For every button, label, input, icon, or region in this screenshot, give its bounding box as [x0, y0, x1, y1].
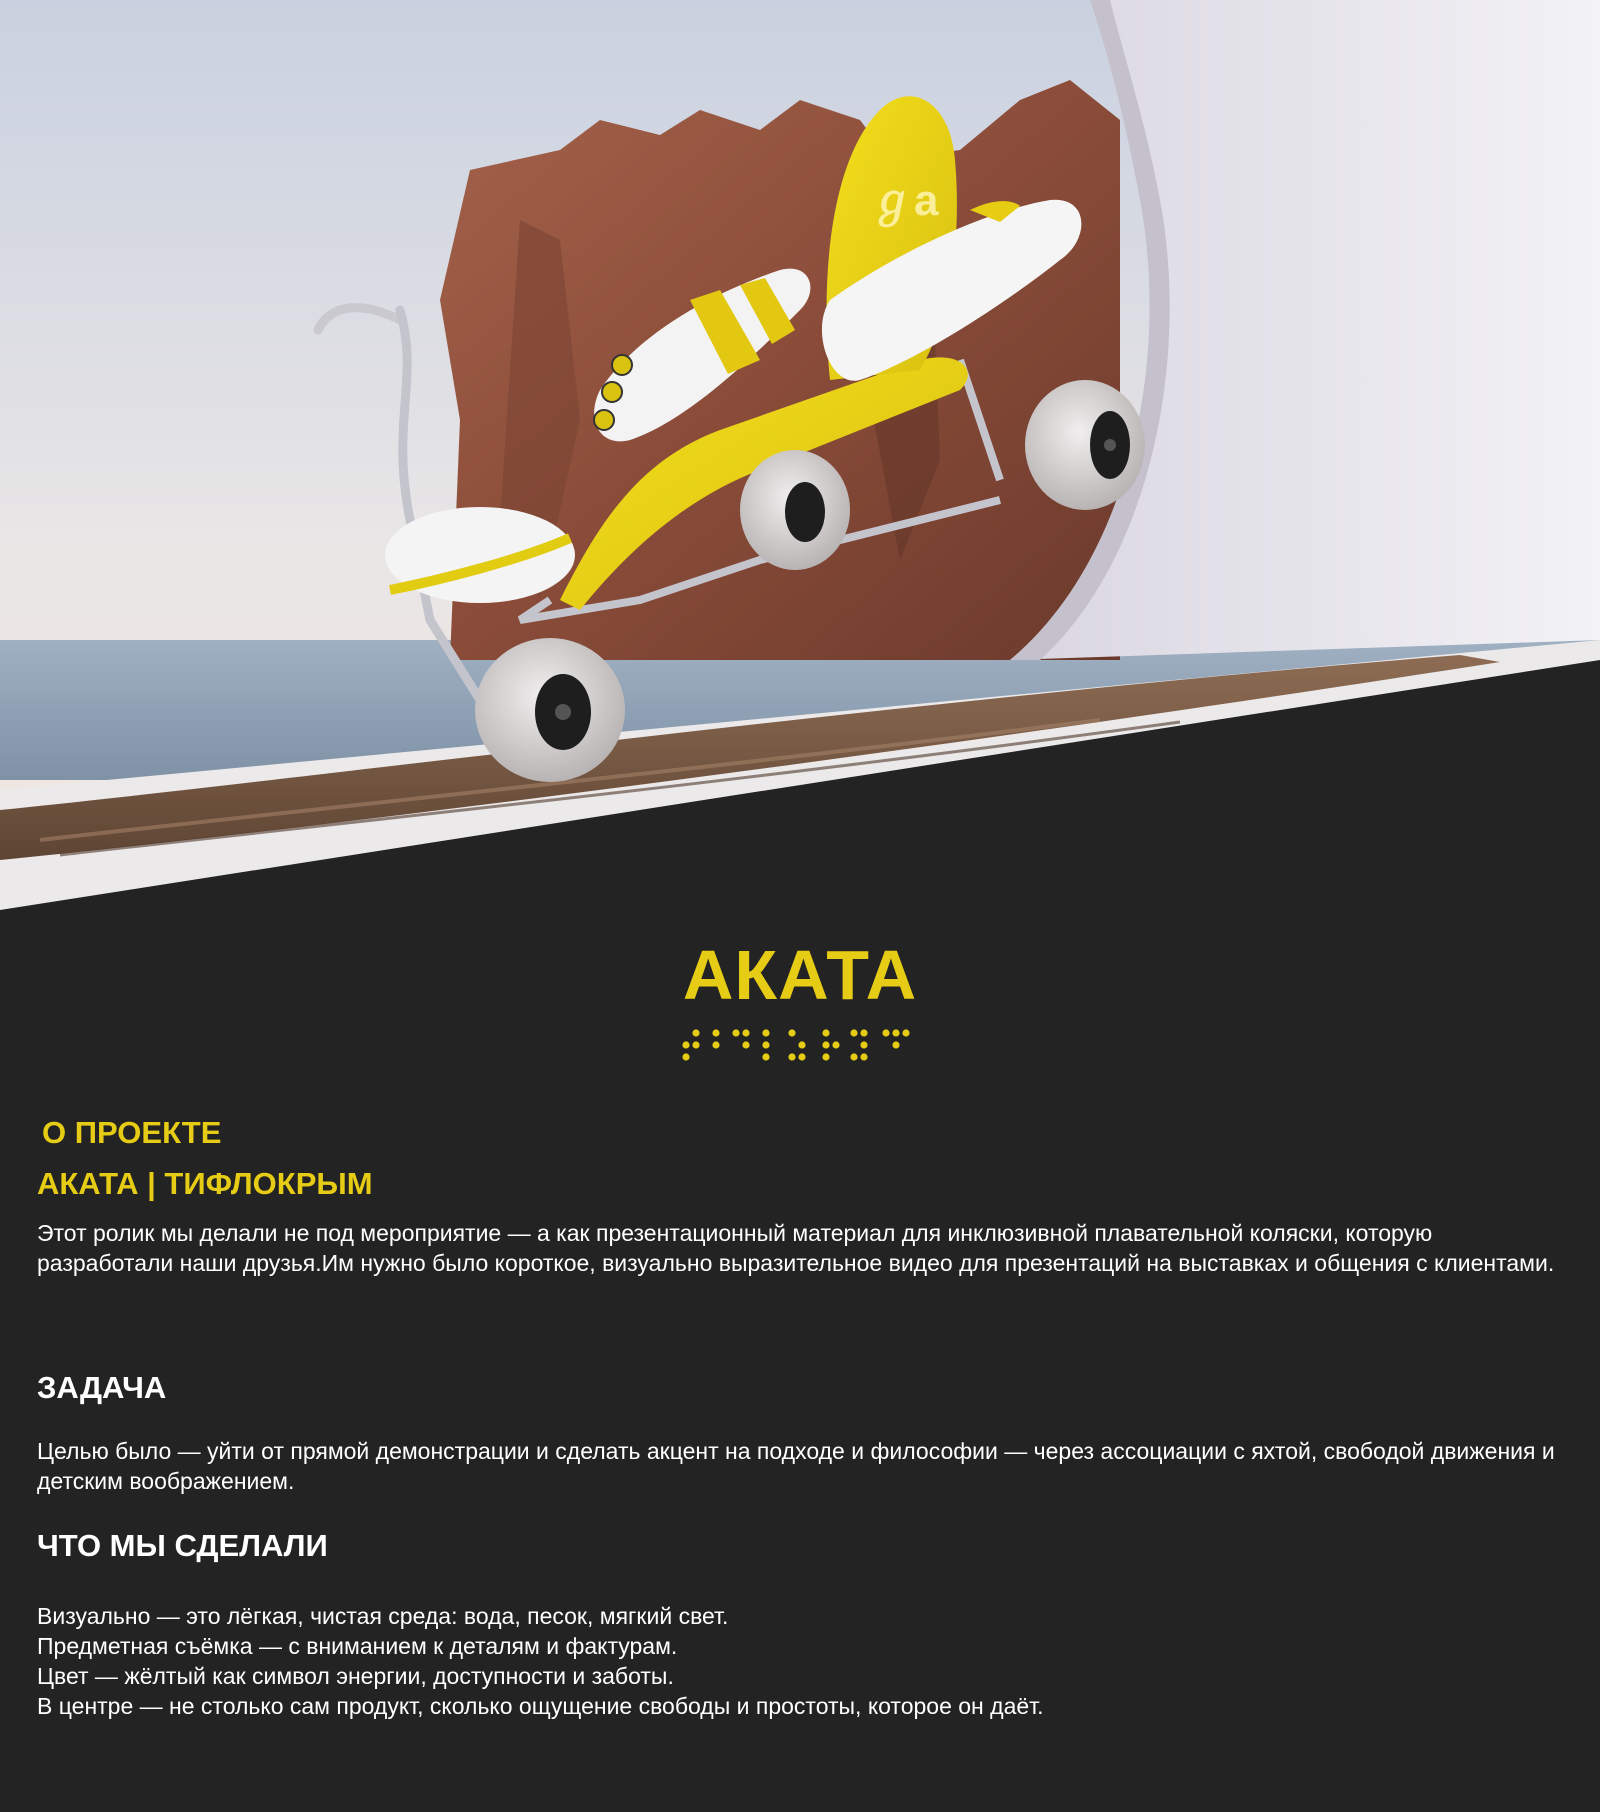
task-text-block: [37, 1436, 1557, 1496]
about-section: [37, 1115, 1557, 1151]
done-heading: ЧТО МЫ СДЕЛАЛИ: [37, 1528, 328, 1563]
project-title: АКАТА: [682, 936, 918, 1014]
task-text: Целью было — уйти от прямой демонстрации и сделать акцент на подходе и философии — через ассоциации с яхтой, свободой движения и детским воображением.: [37, 1438, 1555, 1494]
braille-title-graphic: [680, 1025, 920, 1065]
done-line: Визуально — это лёгкая, чистая среда: вода, песок, мягкий свет.: [37, 1603, 729, 1629]
about-text: Этот ролик мы делали не под мероприятие — а как презентационный материал для инклюзивной плавательной коляски, которую разработали наши друзья.Им нужно было короткое, визуально выразительное видео для презентаций на выставках и общения с клиентами.: [37, 1220, 1555, 1276]
done-section: [37, 1528, 1557, 1564]
done-text: [37, 1601, 1557, 1721]
done-list: [37, 1601, 1557, 1721]
task-section: [37, 1370, 1557, 1406]
done-line: Предметная съёмка — с вниманием к деталям и фактурам.: [37, 1633, 678, 1659]
title-block: [0, 935, 1600, 1065]
about-subheading: АКАТА | ТИФЛОКРЫМ: [37, 1166, 373, 1201]
about-heading: О ПРОЕКТЕ: [42, 1115, 222, 1150]
task-heading: ЗАДАЧА: [37, 1370, 167, 1405]
done-line: Цвет — жёлтый как символ энергии, доступности и заботы.: [37, 1663, 674, 1689]
about-subsection: [37, 1166, 1557, 1202]
done-line: В центре — не столько сам продукт, сколько ощущение свободы и простоты, которое он даёт.: [37, 1693, 1044, 1719]
about-text-block: [37, 1218, 1557, 1278]
svg-text:ℊa: ℊa: [870, 176, 939, 225]
